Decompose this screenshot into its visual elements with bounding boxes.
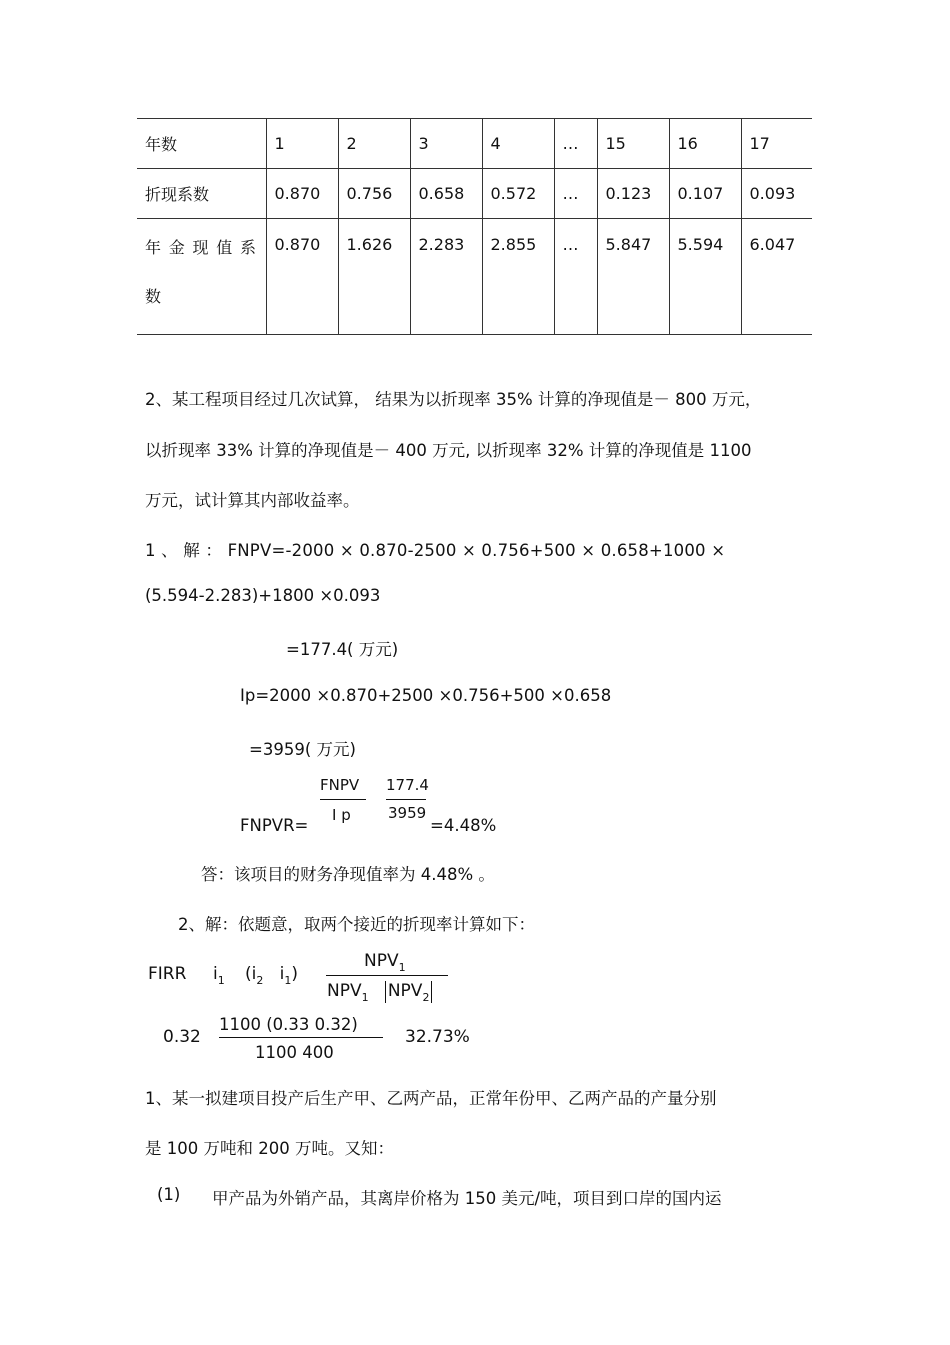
firr-i2-minus-i1: ($i_2$ $i_1$) [245, 964, 298, 987]
problem-next-item-number: (1) [157, 1185, 181, 1204]
fraction1-numerator: FNPV [320, 776, 360, 794]
table-cell: 4 [482, 119, 554, 169]
table-cell: … [554, 169, 597, 219]
firr-calc-bar [219, 1037, 383, 1038]
fnpvr-label: FNPVR= [240, 816, 309, 835]
table-cell: … [554, 219, 597, 335]
row-header-line1: 年金现值系 [145, 238, 257, 257]
table-cell: 1 [266, 119, 338, 169]
table-cell: 2 [338, 119, 410, 169]
table-cell: 0.093 [741, 169, 812, 219]
solution1-line2: (5.594-2.283)+1800 ×0.093 [145, 586, 381, 605]
problem2-line1: 2、某工程项目经过几次试算， 结果为以折现率 35% 计算的净现值是－ 800 万元， [145, 390, 762, 409]
solution1-fnpv-result: =177.4( 万元) [286, 640, 399, 659]
fraction2-denominator: 3959 [388, 804, 427, 822]
table-cell: 2.855 [482, 219, 554, 335]
table-cell: … [554, 119, 597, 169]
table-row [137, 169, 812, 219]
firr-calc-left: 0.32 [163, 1027, 201, 1047]
table-cell: 0.658 [410, 169, 482, 219]
problem2-line3: 万元，试计算其内部收益率。 [145, 491, 360, 510]
table-cell: 6.047 [741, 219, 812, 335]
fraction1-denominator: I p [332, 806, 351, 824]
fraction2-numerator: 177.4 [386, 776, 429, 794]
row-header [137, 219, 266, 335]
firr-numerator: $NPV_1$ [364, 951, 406, 974]
table-cell: 5.594 [669, 219, 741, 335]
table-cell: 0.572 [482, 169, 554, 219]
table-cell: 15 [597, 119, 669, 169]
table-cell: 0.756 [338, 169, 410, 219]
table-row [137, 219, 812, 335]
table-cell: 0.107 [669, 169, 741, 219]
fraction1-bar [320, 799, 366, 800]
fnpvr-result: =4.48% [430, 816, 497, 835]
table-cell: 0.870 [266, 169, 338, 219]
solution1-line1: 1 、 解 ： FNPV=-2000 × 0.870-2500 × 0.756+500 × 0.658+1000 × [145, 541, 726, 560]
problem-next-line2: 是 100 万吨和 200 万吨。又知： [145, 1139, 394, 1158]
firr-calc-numerator: 1100 (0.33 0.32) [219, 1015, 358, 1034]
solution1-ip-formula: Ip=2000 ×0.870+2500 ×0.756+500 ×0.658 [240, 686, 612, 705]
problem-next-line1: 1、某一拟建项目投产后生产甲、乙两产品，正常年份甲、乙两产品的产量分别 [145, 1089, 717, 1108]
solution1-answer: 答：该项目的财务净现值率为 4.48% 。 [201, 865, 495, 884]
firr-calc-denominator: 1100 400 [255, 1043, 334, 1062]
firr-fraction-bar [326, 975, 448, 976]
table-cell: 5.847 [597, 219, 669, 335]
table-row [137, 119, 812, 169]
fraction2-bar [386, 799, 426, 800]
problem2-line2: 以折现率 33% 计算的净现值是－ 400 万元, 以折现率 32% 计算的净现值是 1100 [145, 441, 752, 460]
row-header: 折现系数 [137, 169, 266, 219]
discount-factor-table [137, 118, 812, 335]
firr-i1: $i_1$ [213, 964, 225, 987]
problem-next-item-text: 甲产品为外销产品，其离岸价格为 150 美元/吨，项目到口岸的国内运 [212, 1189, 722, 1208]
table-cell: 3 [410, 119, 482, 169]
row-header: 年数 [137, 119, 266, 169]
table-cell: 0.123 [597, 169, 669, 219]
solution2-intro: 2、解：依题意，取两个接近的折现率计算如下： [178, 915, 535, 934]
table-cell: 16 [669, 119, 741, 169]
solution1-ip-result: =3959( 万元) [249, 740, 356, 759]
row-header-line2: 数 [145, 287, 162, 306]
table-cell: 17 [741, 119, 812, 169]
table-cell: 1.626 [338, 219, 410, 335]
firr-denominator: $NPV_1$ $NPV_2$ [327, 981, 432, 1003]
firr-calc-result: 32.73% [405, 1027, 470, 1047]
table-cell: 2.283 [410, 219, 482, 335]
table-cell: 0.870 [266, 219, 338, 335]
firr-label: FIRR [148, 964, 187, 984]
